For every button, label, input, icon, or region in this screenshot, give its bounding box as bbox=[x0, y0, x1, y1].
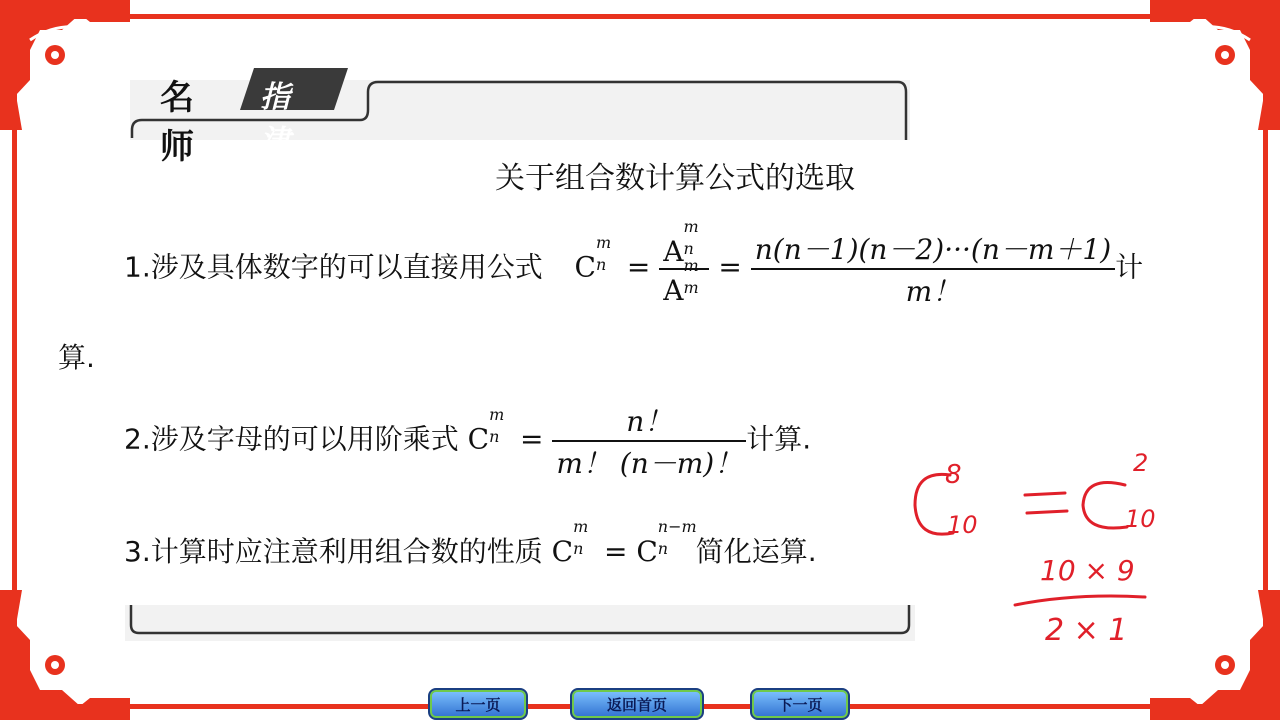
frame-right-border bbox=[1263, 60, 1268, 660]
annotation-rhs-sub: 10 bbox=[1125, 505, 1156, 533]
frame-top-border bbox=[60, 14, 1220, 19]
rule-2 bbox=[124, 400, 811, 482]
rule-2-den: m！ (n－m)！ bbox=[552, 440, 746, 482]
annotation-denominator: 2 × 1 bbox=[1045, 613, 1128, 648]
rule-1-c: C bbox=[574, 250, 596, 284]
rule-1-suffix: 计 bbox=[1115, 250, 1144, 284]
rule-2-c-sub: n bbox=[489, 426, 500, 446]
next-page-button[interactable]: 下一页 bbox=[750, 688, 850, 720]
annotation-rhs-sup: 2 bbox=[1133, 449, 1149, 477]
annotation-lhs-sup: 8 bbox=[945, 460, 962, 490]
rule-1-big-fraction bbox=[751, 228, 1115, 310]
annotation-numerator: 10 × 9 bbox=[1040, 554, 1135, 587]
rule-1-big-den: m！ bbox=[751, 268, 1115, 310]
badge-left-text: 名师 bbox=[160, 78, 196, 167]
rule-1-eq2: = bbox=[718, 250, 742, 284]
rule-1 bbox=[124, 217, 1144, 310]
rule-1-a-num-sub: n bbox=[683, 239, 694, 258]
rule-2-fraction bbox=[552, 400, 746, 482]
rule-2-suffix: 计算. bbox=[746, 422, 812, 456]
handwritten-annotation bbox=[905, 445, 1185, 655]
corner-ornament-top-right bbox=[1140, 0, 1280, 140]
section-title: 关于组合数计算公式的选取 bbox=[495, 161, 855, 196]
prev-page-button[interactable]: 上一页 bbox=[428, 688, 528, 720]
rule-1-a-den: A bbox=[663, 274, 684, 307]
rule-3-c2-sub: n bbox=[657, 539, 669, 558]
rule-3-c: C bbox=[551, 535, 574, 568]
rule-1-a-num: A bbox=[663, 235, 684, 268]
corner-ornament-bottom-left bbox=[0, 580, 140, 720]
rule-1-c-sub: n bbox=[595, 254, 607, 274]
rule-1-a-den-sup: m bbox=[683, 256, 699, 275]
badge-right-text: 指津 bbox=[260, 80, 300, 159]
home-button[interactable]: 返回首页 bbox=[570, 688, 704, 720]
rule-3-c2-sup: n−m bbox=[657, 517, 697, 536]
rule-3-eq: = bbox=[603, 535, 628, 568]
rule-3 bbox=[124, 517, 817, 570]
rule-1-continuation: 算. bbox=[58, 341, 95, 374]
rule-2-eq: = bbox=[519, 422, 544, 456]
rule-2-num: n！ bbox=[626, 405, 673, 438]
rule-3-c-sub: n bbox=[573, 539, 584, 558]
content-box-bottom bbox=[125, 605, 915, 641]
rule-2-c: C bbox=[467, 422, 490, 456]
rule-1-a-den-sub: m bbox=[683, 278, 699, 297]
rule-1-big-num: n(n－1)(n－2)···(n－m＋1) bbox=[754, 233, 1112, 266]
rule-1-a-fraction bbox=[659, 217, 709, 307]
rule-3-suffix: 简化运算. bbox=[695, 535, 817, 568]
rule-1-c-sup: m bbox=[595, 232, 612, 252]
rule-2-text: 2.涉及字母的可以用阶乘式 bbox=[124, 422, 459, 456]
rule-1-a-num-sup: m bbox=[683, 217, 699, 236]
corner-ornament-top-left bbox=[0, 0, 140, 140]
frame-left-border bbox=[12, 60, 17, 660]
rule-1-text: 1.涉及具体数字的可以直接用公式 bbox=[124, 250, 543, 284]
rule-1-eq: = bbox=[626, 250, 651, 284]
rule-2-c-sup: m bbox=[489, 404, 505, 424]
rule-3-text: 3.计算时应注意利用组合数的性质 bbox=[124, 535, 543, 568]
annotation-lhs-sub: 10 bbox=[947, 511, 978, 539]
rule-3-c-sup: m bbox=[573, 517, 589, 536]
rule-3-c2: C bbox=[636, 535, 658, 568]
